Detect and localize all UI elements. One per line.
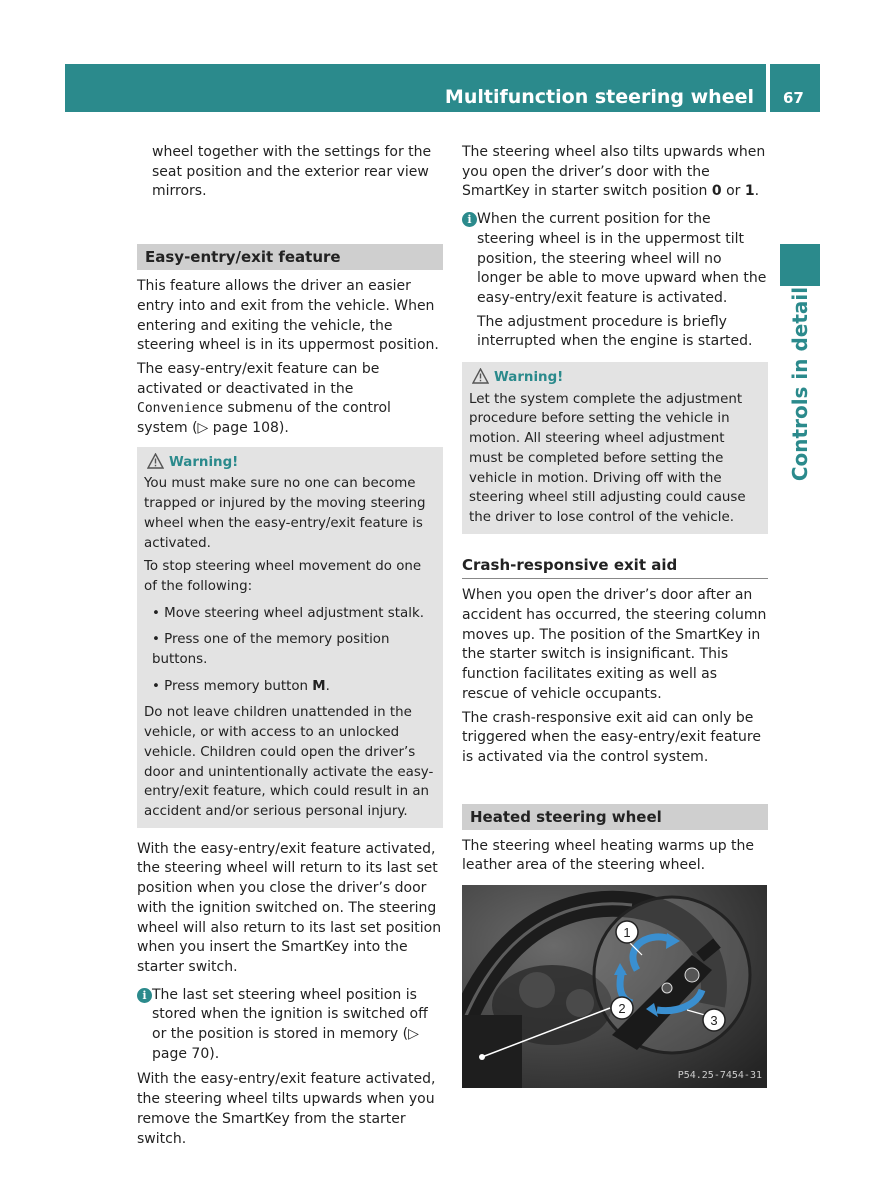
header-title: Multifunction steering wheel	[444, 86, 754, 108]
easy-entry-heading: Easy-entry/exit feature	[137, 244, 443, 270]
warning-title-text: Warning!	[494, 370, 564, 386]
info-text: The last set steering wheel position is stored when the ignition is switched off or the position is stored in memory (▷ page 70).	[152, 986, 428, 1062]
warning-paragraph-1: You must make sure no one can become trapped or injured by the moving steering wheel when the easy-entry/exit feature is activated.	[144, 476, 426, 551]
callout-3: 3	[710, 1013, 718, 1029]
crash-heading: Crash-responsive exit aid	[462, 556, 768, 580]
warning-paragraph-2: To stop steering wheel movement do one of the following:	[144, 559, 422, 594]
memory-button-label: M	[312, 678, 326, 694]
steering-column-photo	[462, 885, 767, 1088]
text-span: or	[721, 183, 745, 200]
convenience-menu-label: Convenience	[137, 401, 224, 417]
info-note-uppermost	[462, 210, 768, 309]
warning-title	[469, 368, 761, 388]
side-tab-label: Controls in detail	[788, 286, 812, 481]
switch-position-1: 1	[744, 183, 755, 200]
warning-triangle-icon	[147, 453, 164, 469]
intro-paragraph: wheel together with the settings for the seat position and the exterior rear view mirrors.	[152, 144, 432, 200]
tilts-door-paragraph	[462, 143, 768, 202]
tilts-paragraph: With the easy-entry/exit feature activated, the steering wheel tilts upwards when you remove the SmartKey from the starter switch.	[137, 1071, 436, 1147]
right-column	[462, 143, 768, 1088]
heated-paragraph: The steering wheel heating warms up the leather area of the steering wheel.	[462, 837, 755, 874]
warning-box-right	[462, 362, 768, 534]
text-span: The easy-entry/exit feature can be activated or deactivated in the	[137, 360, 380, 397]
text-span: .	[754, 183, 760, 200]
warning-title-text: Warning!	[169, 454, 239, 470]
activated-paragraph: With the easy-entry/exit feature activated, the steering wheel will return to its last set position when you close the driver’s door with the ignition switched on. The steering wheel will also return to its last set position when you insert the SmartKey into the starter switch.	[137, 840, 442, 975]
text-span: submenu of the control system (▷ page 108).	[137, 400, 391, 437]
warning-title	[144, 453, 436, 473]
crash-paragraph-2: The crash-responsive exit aid can only be triggered when the easy-entry/exit feature is activated via the control system.	[462, 709, 761, 765]
warning-triangle-icon	[472, 368, 489, 384]
heated-heading: Heated steering wheel	[462, 804, 768, 830]
info-note-last-set	[137, 986, 443, 1065]
easy-entry-paragraph-2	[137, 360, 443, 439]
info-text: When the current position for the steering wheel is in the uppermost tilt position, the steering wheel will no longer be able to move upward when the easy-entry/exit feature is activated.	[477, 211, 767, 306]
text-span: .	[325, 678, 330, 694]
info-icon: i	[462, 212, 477, 227]
left-column	[137, 143, 443, 1153]
info-icon: i	[137, 988, 152, 1003]
page-header	[65, 64, 766, 112]
callout-2: 2	[618, 1001, 626, 1017]
page-number-box	[770, 64, 820, 112]
callout-1: 1	[623, 925, 631, 941]
switch-position-0: 0	[711, 183, 722, 200]
image-reference-id: P54.25-7454-31	[677, 1070, 762, 1082]
side-tab	[780, 286, 820, 481]
adjustment-note: The adjustment procedure is briefly interrupted when the engine is started.	[477, 313, 753, 350]
side-tab-marker	[780, 244, 820, 286]
page-number: 67	[783, 89, 804, 107]
warning-box-left	[137, 447, 443, 828]
crash-paragraph-1: When you open the driver’s door after an accident has occurred, the steering column moves up. The position of the SmartKey in the starter switch is insignificant. This function facilitates exiting as well as rescue of vehicle occupants.	[462, 587, 767, 702]
warning-text: Let the system complete the adjustment procedure before setting the vehicle in motion. All steering wheel adjustment must be completed before setting the vehicle in motion. Driving off with the steering wheel still adjusting could cause the driver to lose control of the vehicle.	[469, 391, 746, 525]
text-span: • Press memory button	[152, 678, 313, 694]
easy-entry-paragraph-1: This feature allows the driver an easier entry into and exit from the vehicle. When entering and exiting the vehicle, the steering wheel is in its uppermost position.	[137, 278, 439, 354]
warning-paragraph-3: Do not leave children unattended in the vehicle, or with access to an unlocked vehicle. Children could open the driver’s door and unintentionally activate the easy-entry/exit feature, which could result in an accident and/or serious personal injury.	[144, 705, 434, 819]
warning-bullet-3	[144, 677, 436, 697]
warning-bullet-2: • Press one of the memory position buttons.	[152, 632, 390, 668]
text-span: The steering wheel also tilts upwards when you open the driver’s door with the SmartKey in starter switch position	[462, 144, 766, 200]
steering-wheel-illustration	[462, 885, 767, 1088]
warning-bullet-1: • Move steering wheel adjustment stalk.	[152, 605, 424, 621]
